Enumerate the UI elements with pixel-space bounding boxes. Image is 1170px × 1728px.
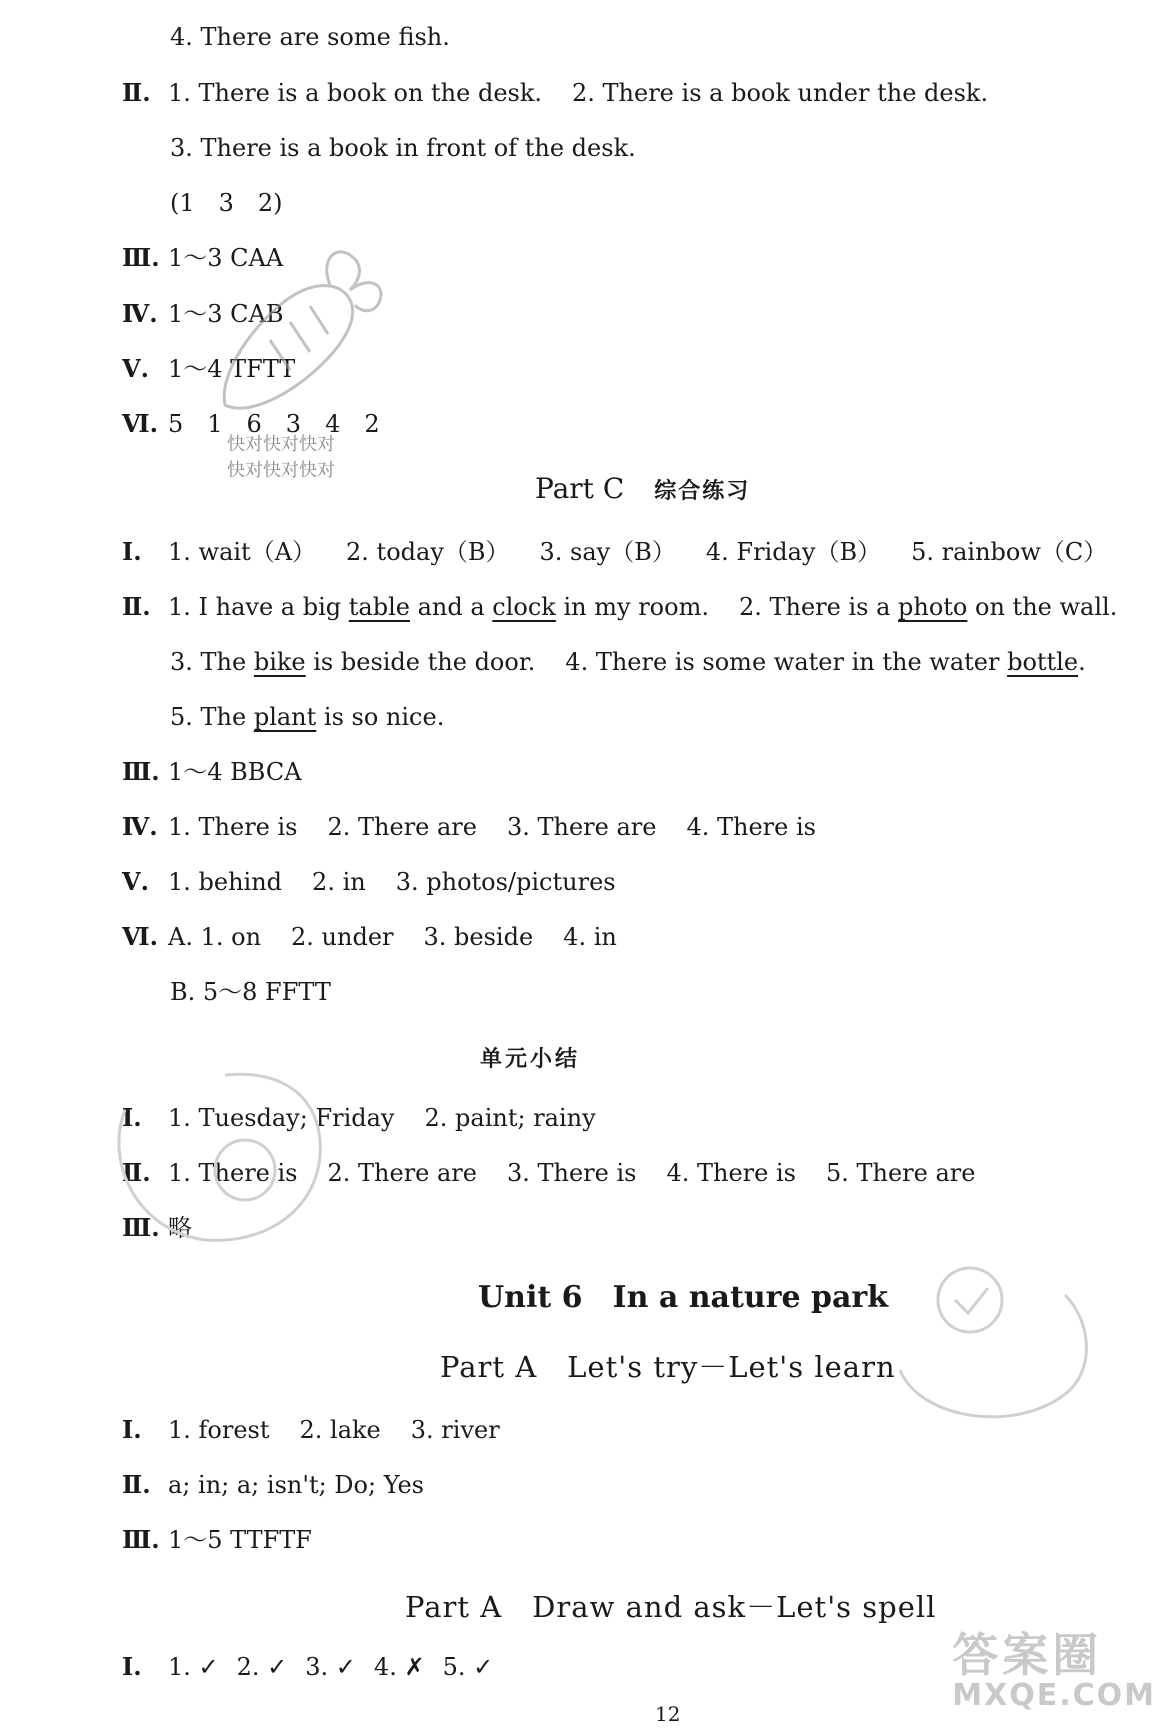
answer-text: 1～4 TFTT: [168, 355, 296, 383]
answer-text: is so nice.: [316, 703, 445, 731]
answer-text: 5 1 6 3 4 2: [168, 410, 380, 438]
answer-text: 1～4 BBCA: [168, 758, 302, 786]
answer-text: 4. There are some fish.: [170, 23, 450, 51]
answer-item: 2. lake: [299, 1416, 381, 1444]
section-number: Ⅴ.: [122, 354, 149, 383]
answer-item: 3. river: [410, 1416, 500, 1444]
corner-watermark: [952, 1630, 1156, 1712]
watermark-line: 快对快对快对: [227, 434, 335, 455]
underlined-word: photo: [898, 593, 968, 621]
answer-text: (1 3 2): [170, 189, 283, 217]
answer-line: [122, 812, 816, 842]
answer-item: 1. ✓: [168, 1653, 219, 1681]
answer-line: [122, 1158, 975, 1188]
answer-line: [122, 867, 616, 897]
answer-item: 1. There is: [168, 1159, 298, 1187]
answer-item: 2. today（B）: [346, 538, 510, 566]
answer-text: 1. There is a book on the desk.: [168, 79, 543, 107]
answer-text: 3. The: [170, 648, 254, 676]
watermark-line: 快对快对快对: [227, 460, 335, 481]
answer-text: on the wall.: [967, 593, 1118, 621]
section-number: Ⅱ.: [122, 78, 151, 107]
section-number: Ⅳ.: [122, 299, 158, 328]
answer-item: 3. say（B）: [539, 538, 676, 566]
underlined-word: table: [348, 593, 410, 621]
answer-item: 2. There are: [327, 1159, 477, 1187]
answer-item: 3. beside: [423, 923, 534, 951]
part-title: Part A Draw and ask－Let's spell: [405, 1590, 937, 1624]
answer-line: [122, 922, 617, 952]
answer-text: 2. There is a book under the desk.: [572, 79, 989, 107]
answer-item: 3. There are: [506, 813, 657, 841]
section-number: Ⅰ.: [122, 1415, 142, 1444]
answer-text: 1～3 CAB: [168, 300, 284, 328]
answer-line: [122, 1103, 596, 1133]
answer-text: 5. The: [170, 703, 254, 731]
answer-item: 3. photos/pictures: [395, 868, 616, 896]
answer-item: 4. There is: [666, 1159, 796, 1187]
answer-item: 5. rainbow（C）: [911, 538, 1108, 566]
page-number: 12: [655, 1702, 681, 1726]
answer-item: 2. There are: [327, 813, 477, 841]
answer-text: 3. There is a book in front of the desk.: [170, 134, 636, 162]
answer-item: 4. There is: [686, 813, 816, 841]
section-number: Ⅲ.: [122, 1525, 160, 1554]
answer-text: 略: [168, 1214, 192, 1242]
corner-watermark-line: MXQE.COM: [952, 1678, 1156, 1713]
answer-item: 1. Tuesday; Friday: [168, 1104, 395, 1132]
answer-text: and a: [409, 593, 493, 621]
section-number: Ⅵ.: [122, 922, 158, 951]
answer-item: 1. wait（A）: [168, 538, 317, 566]
answer-item: 4. ✗: [373, 1653, 425, 1681]
answer-item: 2. ✓: [236, 1653, 288, 1681]
answer-line: [170, 188, 283, 218]
corner-watermark-line: 答案圈: [952, 1628, 1103, 1682]
answer-line: [122, 1213, 192, 1243]
answer-line: [170, 22, 450, 52]
section-number: Ⅲ.: [122, 1213, 160, 1242]
section-number: Ⅰ.: [122, 1103, 142, 1132]
answer-text: 1. I have a big: [168, 593, 349, 621]
answer-text: B. 5～8 FFTT: [170, 978, 331, 1006]
answer-text: 2. There is a: [738, 593, 899, 621]
unit-title: Unit 6 In a nature park: [478, 1280, 888, 1315]
part-c-heading: [535, 472, 750, 505]
part-subtitle: 综合练习: [654, 478, 751, 504]
underlined-word: bike: [253, 648, 306, 676]
section-number: Ⅰ.: [122, 1652, 142, 1681]
answer-item: 4. in: [563, 923, 617, 951]
answer-item: 2. paint; rainy: [424, 1104, 596, 1132]
unit-summary-heading: 单元小结: [480, 1046, 581, 1072]
answer-item: 4. Friday（B）: [705, 538, 882, 566]
answer-item: 5. ✓: [442, 1653, 494, 1681]
answer-item: 3. ✓: [305, 1653, 356, 1681]
underlined-word: clock: [492, 593, 556, 621]
section-number: Ⅰ.: [122, 537, 142, 566]
answer-line: [122, 78, 988, 108]
answer-line: [170, 702, 444, 732]
answer-text: a; in; a; isn't; Do; Yes: [168, 1471, 424, 1499]
answer-item: 2. under: [291, 923, 394, 951]
answer-line: [122, 1652, 493, 1682]
answer-text: .: [1078, 648, 1086, 676]
answer-item: 1. behind: [168, 868, 283, 896]
answer-line: [122, 243, 283, 273]
section-number: Ⅴ.: [122, 867, 149, 896]
answer-line: [122, 1415, 500, 1445]
answer-item: 1. forest: [168, 1416, 270, 1444]
answer-line: [170, 133, 636, 163]
underlined-word: bottle: [1007, 648, 1079, 676]
section-number: Ⅲ.: [122, 757, 160, 786]
answer-line: [170, 647, 1086, 677]
part-title: Part A Let's try－Let's learn: [440, 1350, 896, 1384]
answer-text: 1～5 TTFTF: [168, 1526, 312, 1554]
answer-item: 5. There are: [825, 1159, 976, 1187]
answer-line: [122, 1525, 312, 1555]
answer-line: [122, 757, 302, 787]
answer-item: A. 1. on: [168, 923, 262, 951]
answer-item: 3. There is: [506, 1159, 637, 1187]
answer-item: 1. There is: [168, 813, 298, 841]
answer-line: [170, 977, 331, 1007]
answer-line: [122, 1470, 424, 1500]
answer-text: 1～3 CAA: [168, 244, 284, 272]
section-number: Ⅳ.: [122, 812, 158, 841]
answer-text: in my room.: [555, 593, 709, 621]
stamp-watermark-icon: [880, 1220, 1100, 1440]
answer-text: is beside the door.: [305, 648, 536, 676]
section-number: Ⅲ.: [122, 243, 160, 272]
answer-line: [122, 299, 284, 329]
part-title: Part C: [535, 472, 625, 505]
answer-item: 2. in: [312, 868, 366, 896]
answer-text: 4. There is some water in the water: [565, 648, 1008, 676]
watermark-text: [227, 432, 335, 484]
section-number: Ⅱ.: [122, 1470, 151, 1499]
answer-line: [122, 537, 1107, 567]
section-number: Ⅱ.: [122, 592, 151, 621]
section-number: Ⅱ.: [122, 1158, 151, 1187]
section-number: Ⅵ.: [122, 409, 158, 438]
answer-line: [122, 592, 1117, 622]
underlined-word: plant: [253, 703, 317, 731]
answer-line: [122, 354, 295, 384]
